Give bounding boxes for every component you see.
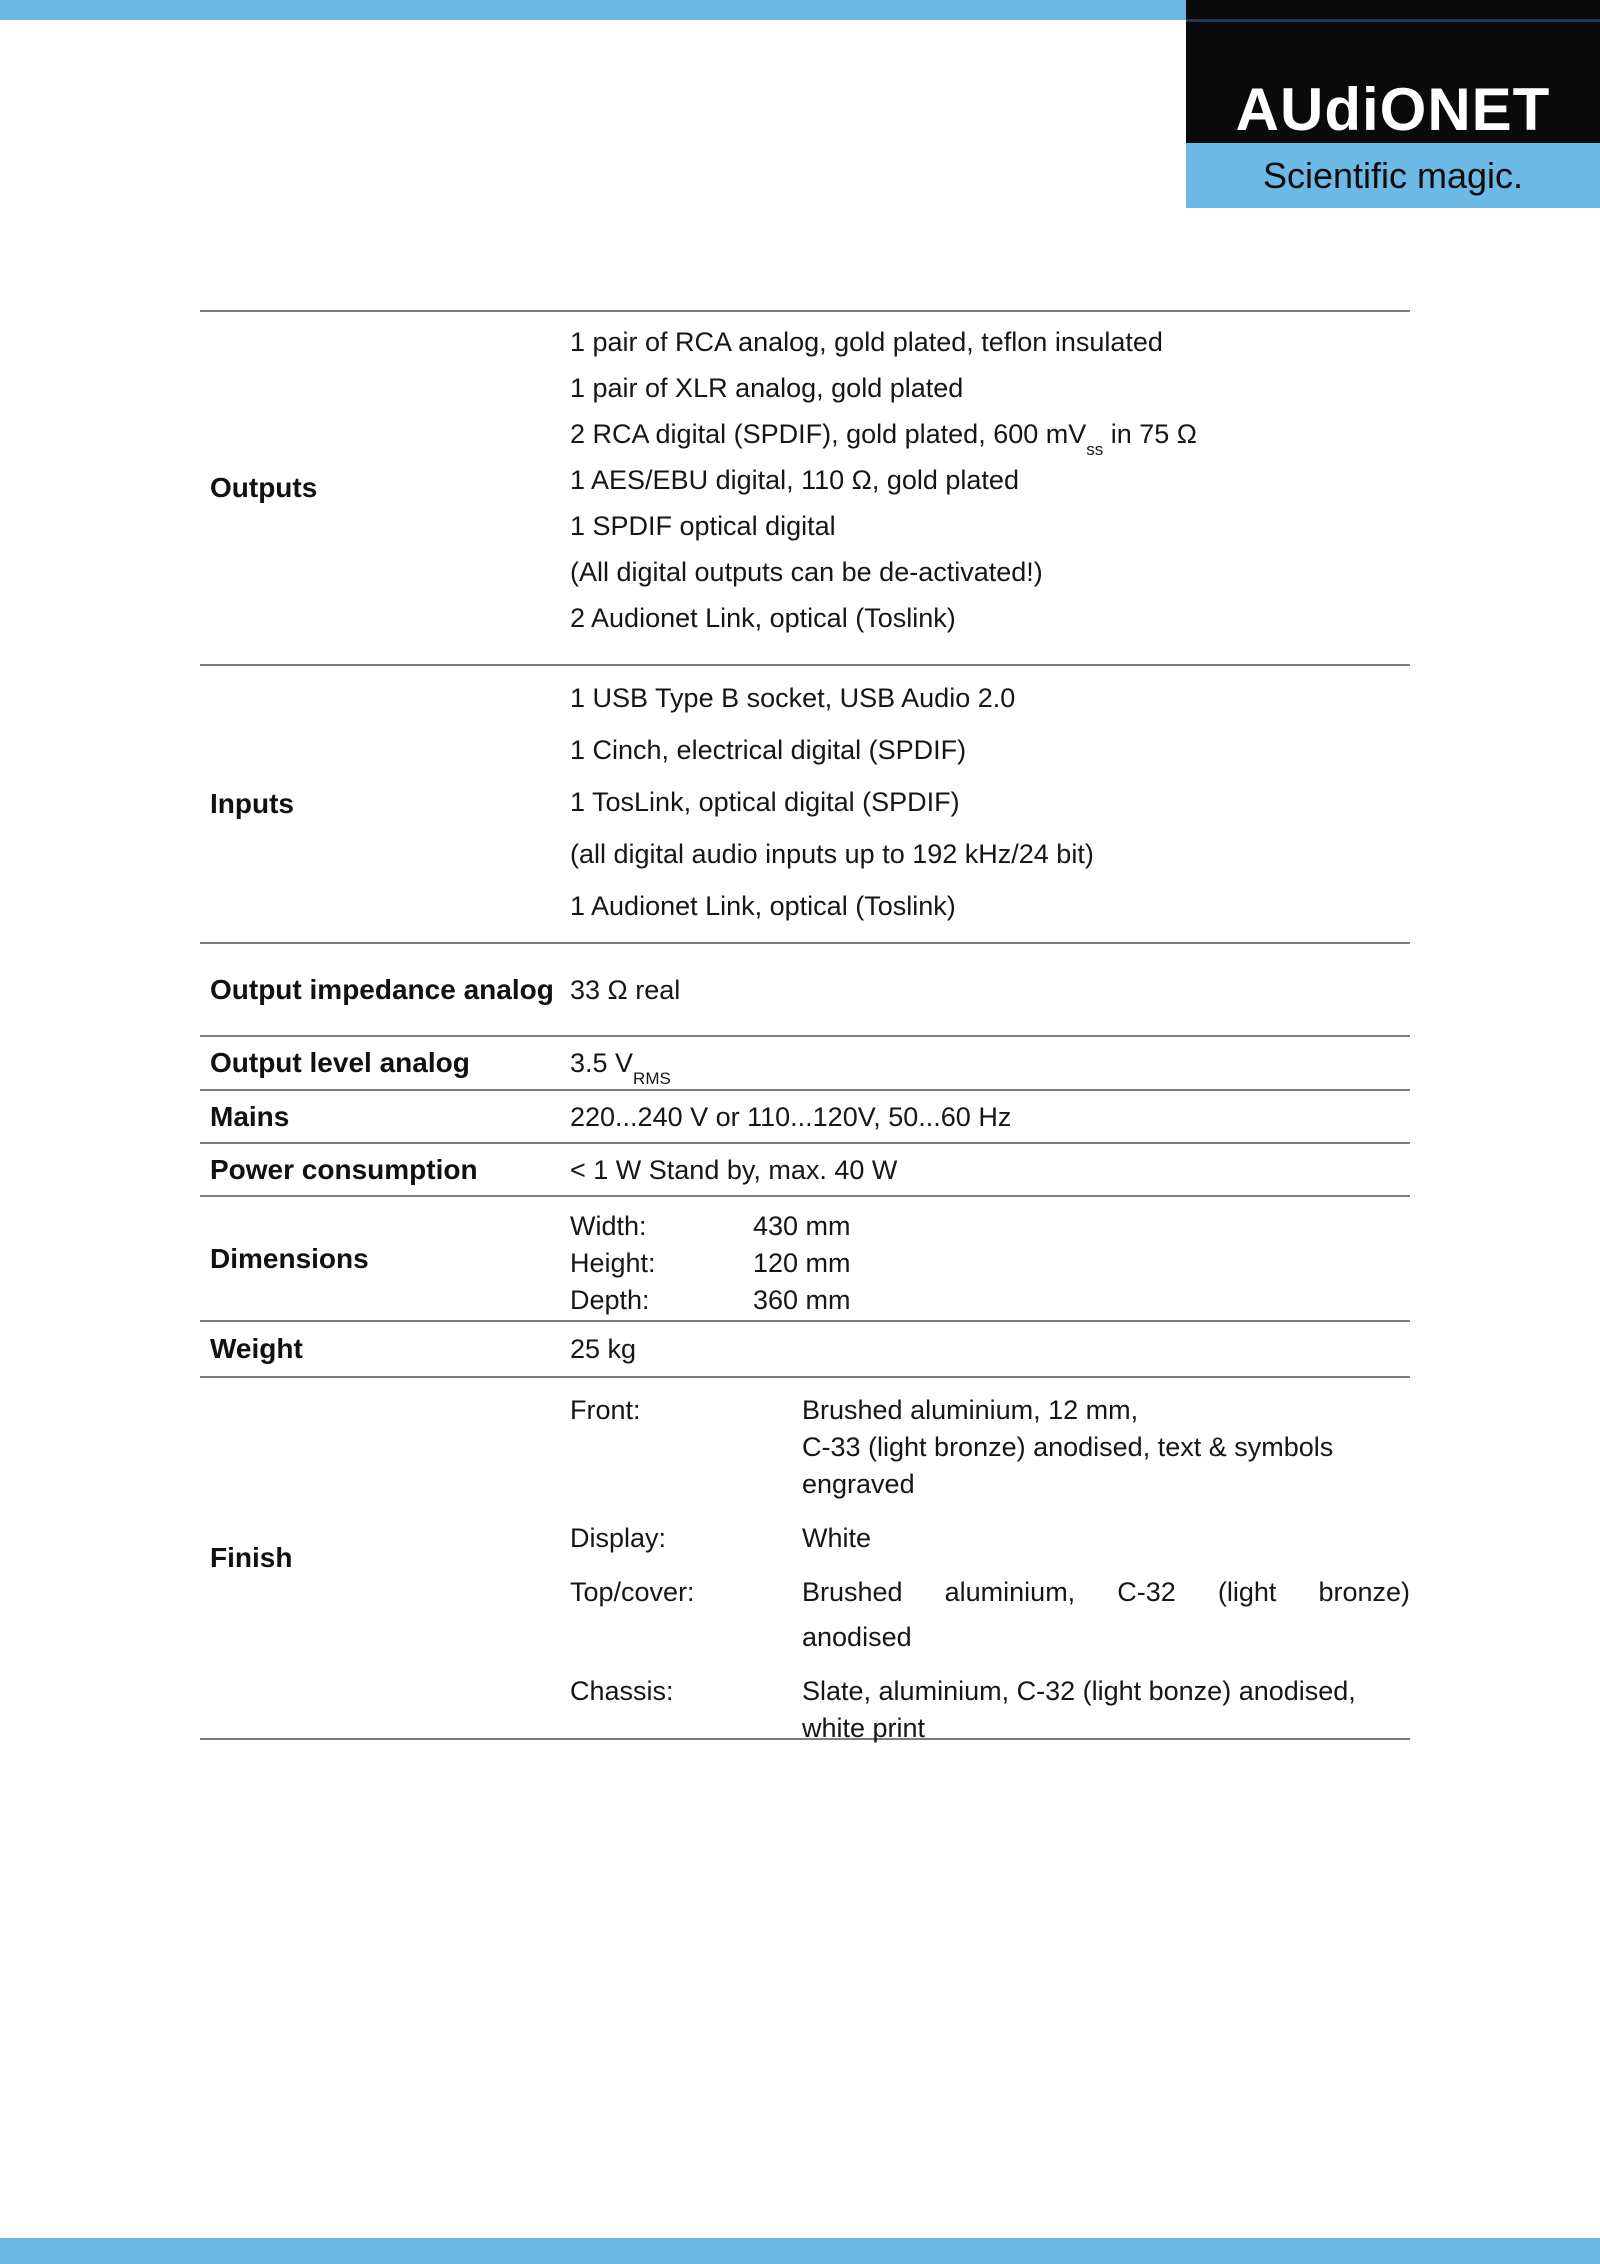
- dimension-key: Height:: [570, 1248, 656, 1278]
- spec-row: [200, 1144, 1410, 1197]
- finish-value: [802, 1520, 1410, 1557]
- spec-line: 1 Audionet Link, optical (Toslink): [570, 891, 956, 921]
- spec-value: [570, 1197, 1410, 1320]
- dimension-key: Depth:: [570, 1285, 650, 1315]
- spec-line: 1 pair of RCA analog, gold plated, teflon insulated: [570, 327, 1163, 357]
- spec-line: 1 Cinch, electrical digital (SPDIF): [570, 735, 967, 765]
- dimension-value: 430 mm: [753, 1211, 851, 1241]
- finish-value: [802, 1392, 1410, 1503]
- spec-line: 3.5 $V_{RMS}$: [570, 1048, 671, 1089]
- spec-line: Slate, aluminium, C-32 (light bonze) anodised,: [802, 1676, 1356, 1706]
- spec-row: [200, 1322, 1410, 1378]
- finish-entry: [570, 1520, 1410, 1557]
- spec-line: anodised: [802, 1622, 912, 1652]
- finish-entry: [570, 1574, 1410, 1656]
- spec-line: Brushed aluminium, 12 mm,: [802, 1395, 1139, 1425]
- subscript: ss: [1086, 440, 1104, 460]
- spec-line: 2 Audionet Link, optical (Toslink): [570, 603, 956, 633]
- bottom-accent-bar: [0, 2238, 1600, 2264]
- spec-line: 33 Ω real: [570, 974, 681, 1005]
- spec-row: [200, 1378, 1410, 1743]
- finish-entry: [570, 1673, 1410, 1747]
- spec-line: engraved: [802, 1469, 915, 1499]
- spec-line: (all digital audio inputs up to 192 kHz/24 bit): [570, 839, 1094, 869]
- dimension-line: [570, 1245, 1410, 1282]
- spec-label: Mains: [210, 1100, 290, 1132]
- finish-key: Front:: [570, 1395, 641, 1425]
- spec-value: [570, 312, 1410, 664]
- spec-row: [200, 1091, 1410, 1144]
- dimension-line: [570, 1208, 1410, 1245]
- spec-value: [570, 666, 1410, 942]
- spec-label: Dimensions: [210, 1242, 369, 1274]
- spec-row: [200, 1197, 1410, 1322]
- spec-line: 1 pair of XLR analog, gold plated: [570, 373, 964, 403]
- finish-value: [802, 1673, 1410, 1747]
- spec-label: Output level analog: [210, 1047, 470, 1078]
- spec-value: [570, 1144, 1410, 1195]
- spec-line: 25 kg: [570, 1334, 637, 1364]
- subscript: RMS: [633, 1069, 671, 1089]
- spec-label: Output impedance analog: [210, 973, 554, 1005]
- spec-line: 1 SPDIF optical digital: [570, 511, 836, 541]
- spec-line: White: [802, 1523, 872, 1553]
- finish-value: [802, 1574, 1410, 1656]
- spec-line: 1 AES/EBU digital, 110 Ω, gold plated: [570, 465, 1019, 495]
- spec-line: Brushed aluminium, C-32 (light bronze): [802, 1577, 1410, 1607]
- spec-label: Finish: [210, 1542, 293, 1573]
- spec-value: [570, 1378, 1410, 1743]
- spec-label: Outputs: [210, 472, 318, 503]
- dimension-key: Width:: [570, 1211, 647, 1241]
- spec-value: [570, 1322, 1410, 1376]
- spec-line: white print: [802, 1713, 926, 1743]
- logo-black-panel: [1186, 0, 1600, 143]
- spec-value: [570, 1091, 1410, 1142]
- spec-value: [570, 1037, 1410, 1089]
- spec-row: [200, 312, 1410, 666]
- spec-label: Power consumption: [210, 1153, 478, 1185]
- dimension-value: 120 mm: [753, 1248, 851, 1278]
- dimension-line: [570, 1282, 1410, 1319]
- spec-line: C-33 (light bronze) anodised, text & symbols: [802, 1432, 1334, 1462]
- spec-line: (All digital outputs can be de-activated!): [570, 557, 1043, 587]
- spec-label: Weight: [210, 1333, 303, 1364]
- spec-table: [200, 310, 1410, 1743]
- dimension-value: 360 mm: [753, 1285, 851, 1315]
- spec-line: 2 RCA digital (SPDIF), gold plated, 600 $mV_{ss}$ in 75 Ω: [570, 419, 1197, 460]
- finish-entry: [570, 1392, 1410, 1503]
- finish-key: Chassis:: [570, 1676, 674, 1706]
- brand-wordmark: AUdiONET: [1235, 76, 1551, 143]
- spec-line: 220...240 V or 110...120V, 50...60 Hz: [570, 1101, 1012, 1132]
- spec-value: [570, 944, 1410, 1035]
- brand-tagline: Scientific magic.: [1186, 143, 1600, 208]
- finish-key: Top/cover:: [570, 1577, 695, 1607]
- spec-row: [200, 944, 1410, 1037]
- finish-key: Display:: [570, 1523, 667, 1553]
- spec-line: 1 TosLink, optical digital (SPDIF): [570, 787, 960, 817]
- audionet-logo: [1186, 0, 1600, 208]
- spec-label: Inputs: [210, 788, 294, 819]
- spec-row: [200, 1037, 1410, 1091]
- spec-line: 1 USB Type B socket, USB Audio 2.0: [570, 683, 1016, 713]
- logo-divider-line: [1186, 19, 1600, 22]
- spec-row: [200, 666, 1410, 944]
- spec-line: < 1 W Stand by, max. 40 W: [570, 1154, 898, 1185]
